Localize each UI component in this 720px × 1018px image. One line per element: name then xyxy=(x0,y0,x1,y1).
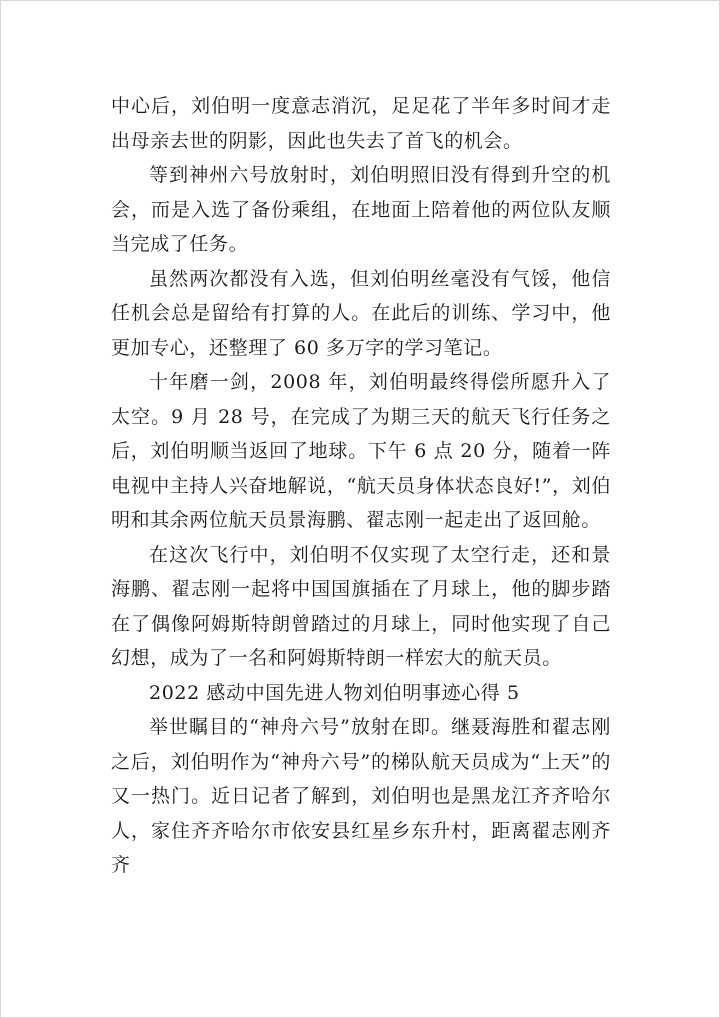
paragraph-3: 虽然两次都没有入选，但刘伯明丝毫没有气馁，他信任机会总是留给有打算的人。在此后的训练、学习中，他更加专心，还整理了 60 多万字的学习笔记。 xyxy=(111,267,611,359)
paragraph-5: 在这次飞行中，刘伯明不仅实现了太空行走，还和景海鹏、翟志刚一起将中国国旗插在了月球上，他的脚步踏在了偶像阿姆斯特朗曾踏过的月球上，同时他实现了自己幻想，成为了一名和阿姆斯特朗一样宏大的航天员。 xyxy=(111,543,611,669)
document-body xyxy=(111,89,611,883)
paragraph-1: 中心后，刘伯明一度意志消沉，足足花了半年多时间才走出母亲去世的阴影，因此也失去了首飞的机会。 xyxy=(111,95,611,152)
paragraph-2: 等到神州六号放射时，刘伯明照旧没有得到升空的机会，而是入选了备份乘组，在地面上陪着他的两位队友顺当完成了任务。 xyxy=(111,164,611,255)
paragraph-6: 举世瞩目的“神舟六号”放射在即。继聂海胜和翟志刚之后，刘伯明作为“神舟六号”的梯队航天员成为“上天”的又一热门。近日记者了解到，刘伯明也是黑龙江齐齐哈尔人，家住齐齐哈尔市依安县红星乡东升村，距离翟志刚齐齐 xyxy=(111,716,611,876)
section-heading: 2022 感动中国先进人物刘伯明事迹心得 5 xyxy=(149,681,520,704)
paragraph-4: 十年磨一剑，2008 年，刘伯明最终得偿所愿升入了太空。9 月 28 号，在完成了为期三天的航天飞行任务之后，刘伯明顺当返回了地球。下午 6 点 20 分，随着一阵电视中主持人兴奋地解说，“航天员身体状态良好!”，刘伯明和其余两位航天员景海鹏、翟志刚一起走出了返回舱。 xyxy=(111,371,611,531)
